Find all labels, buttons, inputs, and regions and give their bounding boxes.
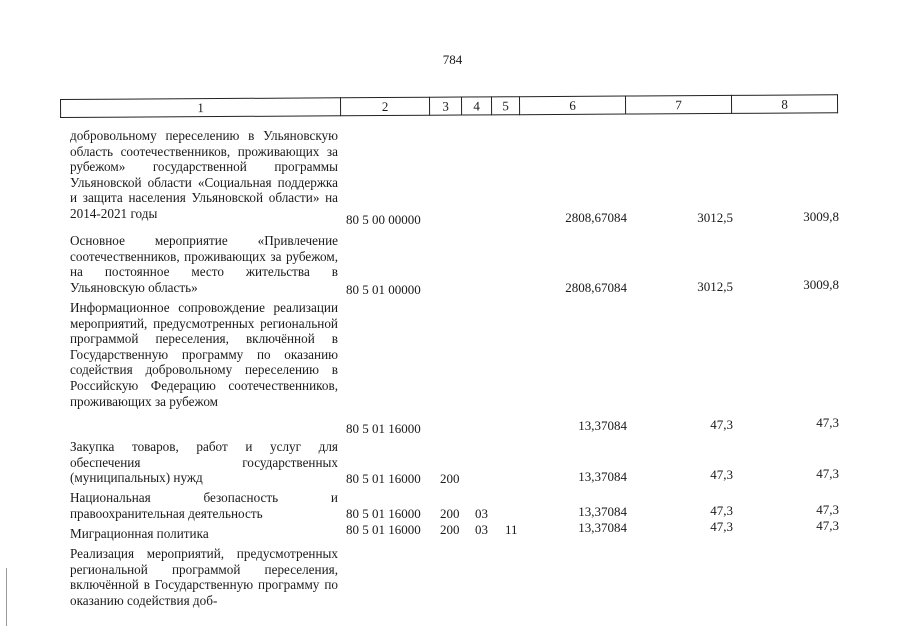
row-code: 80 5 01 16000 xyxy=(346,506,421,521)
column-header-5: 5 xyxy=(491,97,519,115)
row-kvr: 200 xyxy=(440,471,460,486)
column-header-6: 6 xyxy=(519,96,625,115)
row-description: Закупка товаров, работ и услуг для обеспечения государственных (муниципальных) нужд xyxy=(70,439,338,486)
row-pr: 11 xyxy=(505,522,518,537)
row-value-col6: 13,37084 xyxy=(578,520,627,535)
column-header-3: 3 xyxy=(429,97,461,115)
row-description: Основное мероприятие «Привлечение соотечественников, проживающих за рубежом, на постоянное место жительства в Ульяновскую область» xyxy=(70,233,338,295)
table-header xyxy=(60,94,838,118)
scan-margin-mark xyxy=(6,568,7,626)
row-value-col6: 13,37084 xyxy=(578,504,627,519)
row-value-col6: 13,37084 xyxy=(578,418,627,433)
row-rz: 03 xyxy=(475,522,488,537)
row-description: Миграционная политика xyxy=(70,526,209,541)
row-kvr: 200 xyxy=(440,522,460,537)
row-value-col6: 2808,67084 xyxy=(565,280,627,295)
row-description: Национальная безопасность и правоохранительная деятельность xyxy=(70,490,338,521)
row-value-col6: 2808,67084 xyxy=(565,210,627,225)
row-rz: 03 xyxy=(475,506,488,521)
row-value-col7: 47,3 xyxy=(710,417,733,432)
row-description: Информационное сопровождение реализации мероприятий, предусмотренных региональной программой переселения, включённой в Государственную программу по оказанию содействия добровольному переселению в Российскую Федерацию соотечественников, проживающих за рубежом xyxy=(70,300,338,409)
row-code: 80 5 01 16000 xyxy=(346,522,421,537)
column-header-7: 7 xyxy=(625,95,731,114)
row-description: добровольному переселению в Ульяновскую область соотечественников, проживающих за рубежом» государственной программы Ульяновской области «Социальная поддержка и защита населения Ульяновской области» на 2014-2021 годы xyxy=(70,128,338,221)
row-value-col7: 47,3 xyxy=(710,503,733,518)
row-value-col7: 3012,5 xyxy=(697,210,733,225)
row-value-col8: 3009,8 xyxy=(803,277,839,292)
column-header-8: 8 xyxy=(731,95,837,114)
column-header-2: 2 xyxy=(340,97,429,116)
row-code: 80 5 01 16000 xyxy=(346,471,421,486)
page-number: 784 xyxy=(442,52,463,67)
row-value-col7: 47,3 xyxy=(710,467,733,482)
column-header-1: 1 xyxy=(61,98,341,118)
row-value-col8: 47,3 xyxy=(816,518,839,533)
row-kvr: 200 xyxy=(440,506,460,521)
row-description: Реализация мероприятий, предусмотренных региональной программой переселения, включённой в Государственную программу по оказанию содействия доб- xyxy=(70,546,338,608)
row-value-col8: 47,3 xyxy=(816,415,839,430)
row-code: 80 5 01 16000 xyxy=(346,421,421,436)
row-value-col8: 3009,8 xyxy=(803,209,839,224)
row-value-col6: 13,37084 xyxy=(578,469,627,484)
row-value-col8: 47,3 xyxy=(816,466,839,481)
row-value-col8: 47,3 xyxy=(816,502,839,517)
row-code: 80 5 00 00000 xyxy=(346,212,421,227)
row-value-col7: 47,3 xyxy=(710,519,733,534)
row-code: 80 5 01 00000 xyxy=(346,282,421,297)
column-header-4: 4 xyxy=(461,97,491,115)
row-value-col7: 3012,5 xyxy=(697,279,733,294)
